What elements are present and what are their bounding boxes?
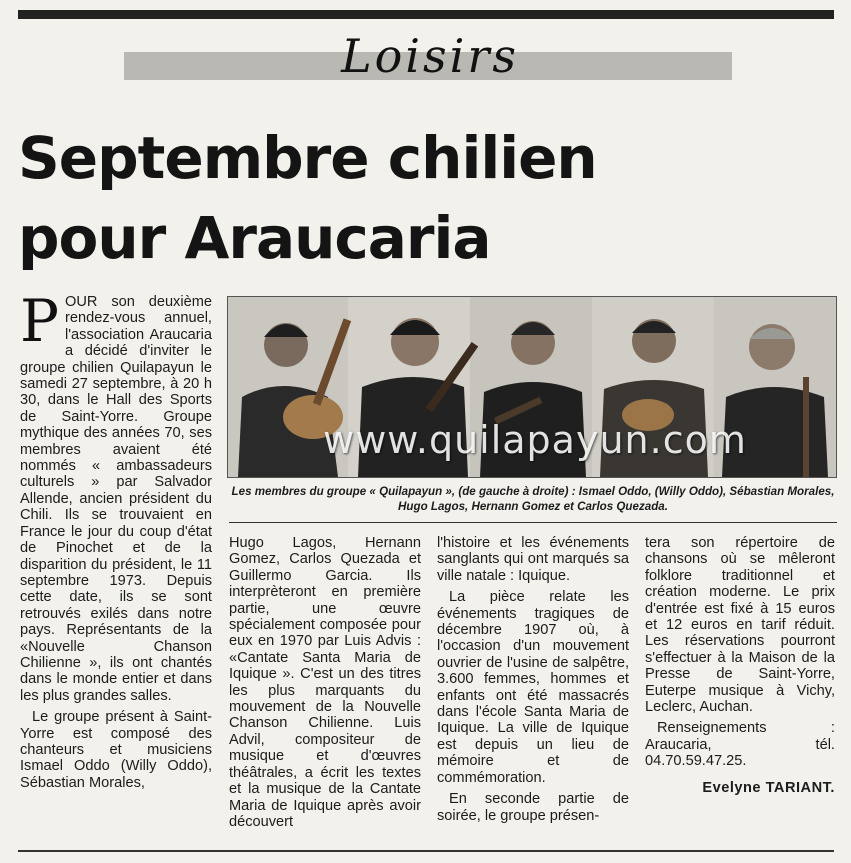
headline-line-1: Septembre chilien	[18, 124, 597, 192]
article-paragraph-5: La pièce relate les événements tragiques de décembre 1907 où, à l'occasion d'un mouvement ouvrier de l'usine de salpêtre, 3.600 femmes, hommes et enfants ont été massacrés dans l'école Santa Maria de Iquique. La ville de Iquique est depuis un lieu de mémoire et de commémoration.	[437, 589, 629, 786]
caption-rule	[229, 522, 837, 523]
article-paragraph-3: Hugo Lagos, Hernann Gomez, Carlos Quezada et Guillermo Garcia. Ils interprèteront en première partie, une œuvre spécialement composée pour eux en 1970 par Luis Advis : «Cantate Santa Maria de Iquique ». C'est un des titres les plus marquants du mouvement de la Nouvelle Chanson Chilienne. Luis Advil, compositeur de musique et d'œuvres théâtrales, a écrit les textes et la musique de la Cantate Maria de Iquique après avoir découvert	[229, 535, 421, 830]
top-rule	[18, 10, 834, 19]
contact-info: Renseignements : Araucaria, tél. 04.70.59.47.25.	[645, 720, 835, 770]
watermark: www.quilapayun.com	[323, 418, 747, 462]
article-paragraph-7: tera son répertoire de chansons où se mêleront folklore traditionnel et création moderne. Le prix d'entrée est fixé à 15 euros et 12 euros en tarif réduit. Les réservations pourront s'effectuer à la Maison de la Presse de Saint-Yorre, Euterpe musique à Vichy, Leclerc, Auchan.	[645, 535, 835, 716]
photo-caption: Les membres du groupe « Quilapayun », (de gauche à droite) : Ismael Oddo, (Willy Oddo), Sébastian Morales, Hugo Lagos, Hernann Gomez et Carlos Quezada.	[231, 485, 835, 513]
article-paragraph-4: l'histoire et les événements sanglants qui ont marqués sa ville natale : Iquique.	[437, 535, 629, 584]
article-column-3	[437, 535, 629, 829]
article-column-1	[20, 287, 212, 796]
article-column-4	[645, 535, 835, 801]
author-signature: Evelyne TARIANT.	[702, 779, 835, 796]
article-paragraph-6: En seconde partie de soirée, le groupe présen-	[437, 791, 629, 824]
section-title: Loisirs	[341, 29, 519, 83]
article-column-2	[229, 535, 421, 835]
drop-cap: P	[20, 287, 60, 355]
article-paragraph-1: OUR son deuxième rendez-vous annuel, l'association Araucaria a décidé d'inviter le groupe chilien Quilapayun le samedi 27 septembre, à 20 h 30, dans le Hall des Sports de Saint-Yorre. Groupe mythique des années 70, ses membres avaient été nommés « ambassadeurs culturels » par Salvador Allende, ancien président du Chili. Ils se trouvaient en France le jour du coup d'état de Pinochet et de la disparition du président, le 11 septembre 1973. Depuis cette date, ils se sont retrouvés exilés dans notre pays. Représentants de la «Nouvelle Chanson Chilienne », ils ont chantés dans le monde entier et dans les plus grandes salles.	[20, 294, 212, 704]
headline-line-2: pour Araucaria	[18, 204, 491, 272]
bottom-rule	[18, 850, 834, 852]
article-paragraph-2: Le groupe présent à Saint-Yorre est composé des chanteurs et musiciens Ismael Oddo (Willy Oddo), Sébastian Morales,	[20, 709, 212, 791]
headline	[18, 118, 597, 278]
